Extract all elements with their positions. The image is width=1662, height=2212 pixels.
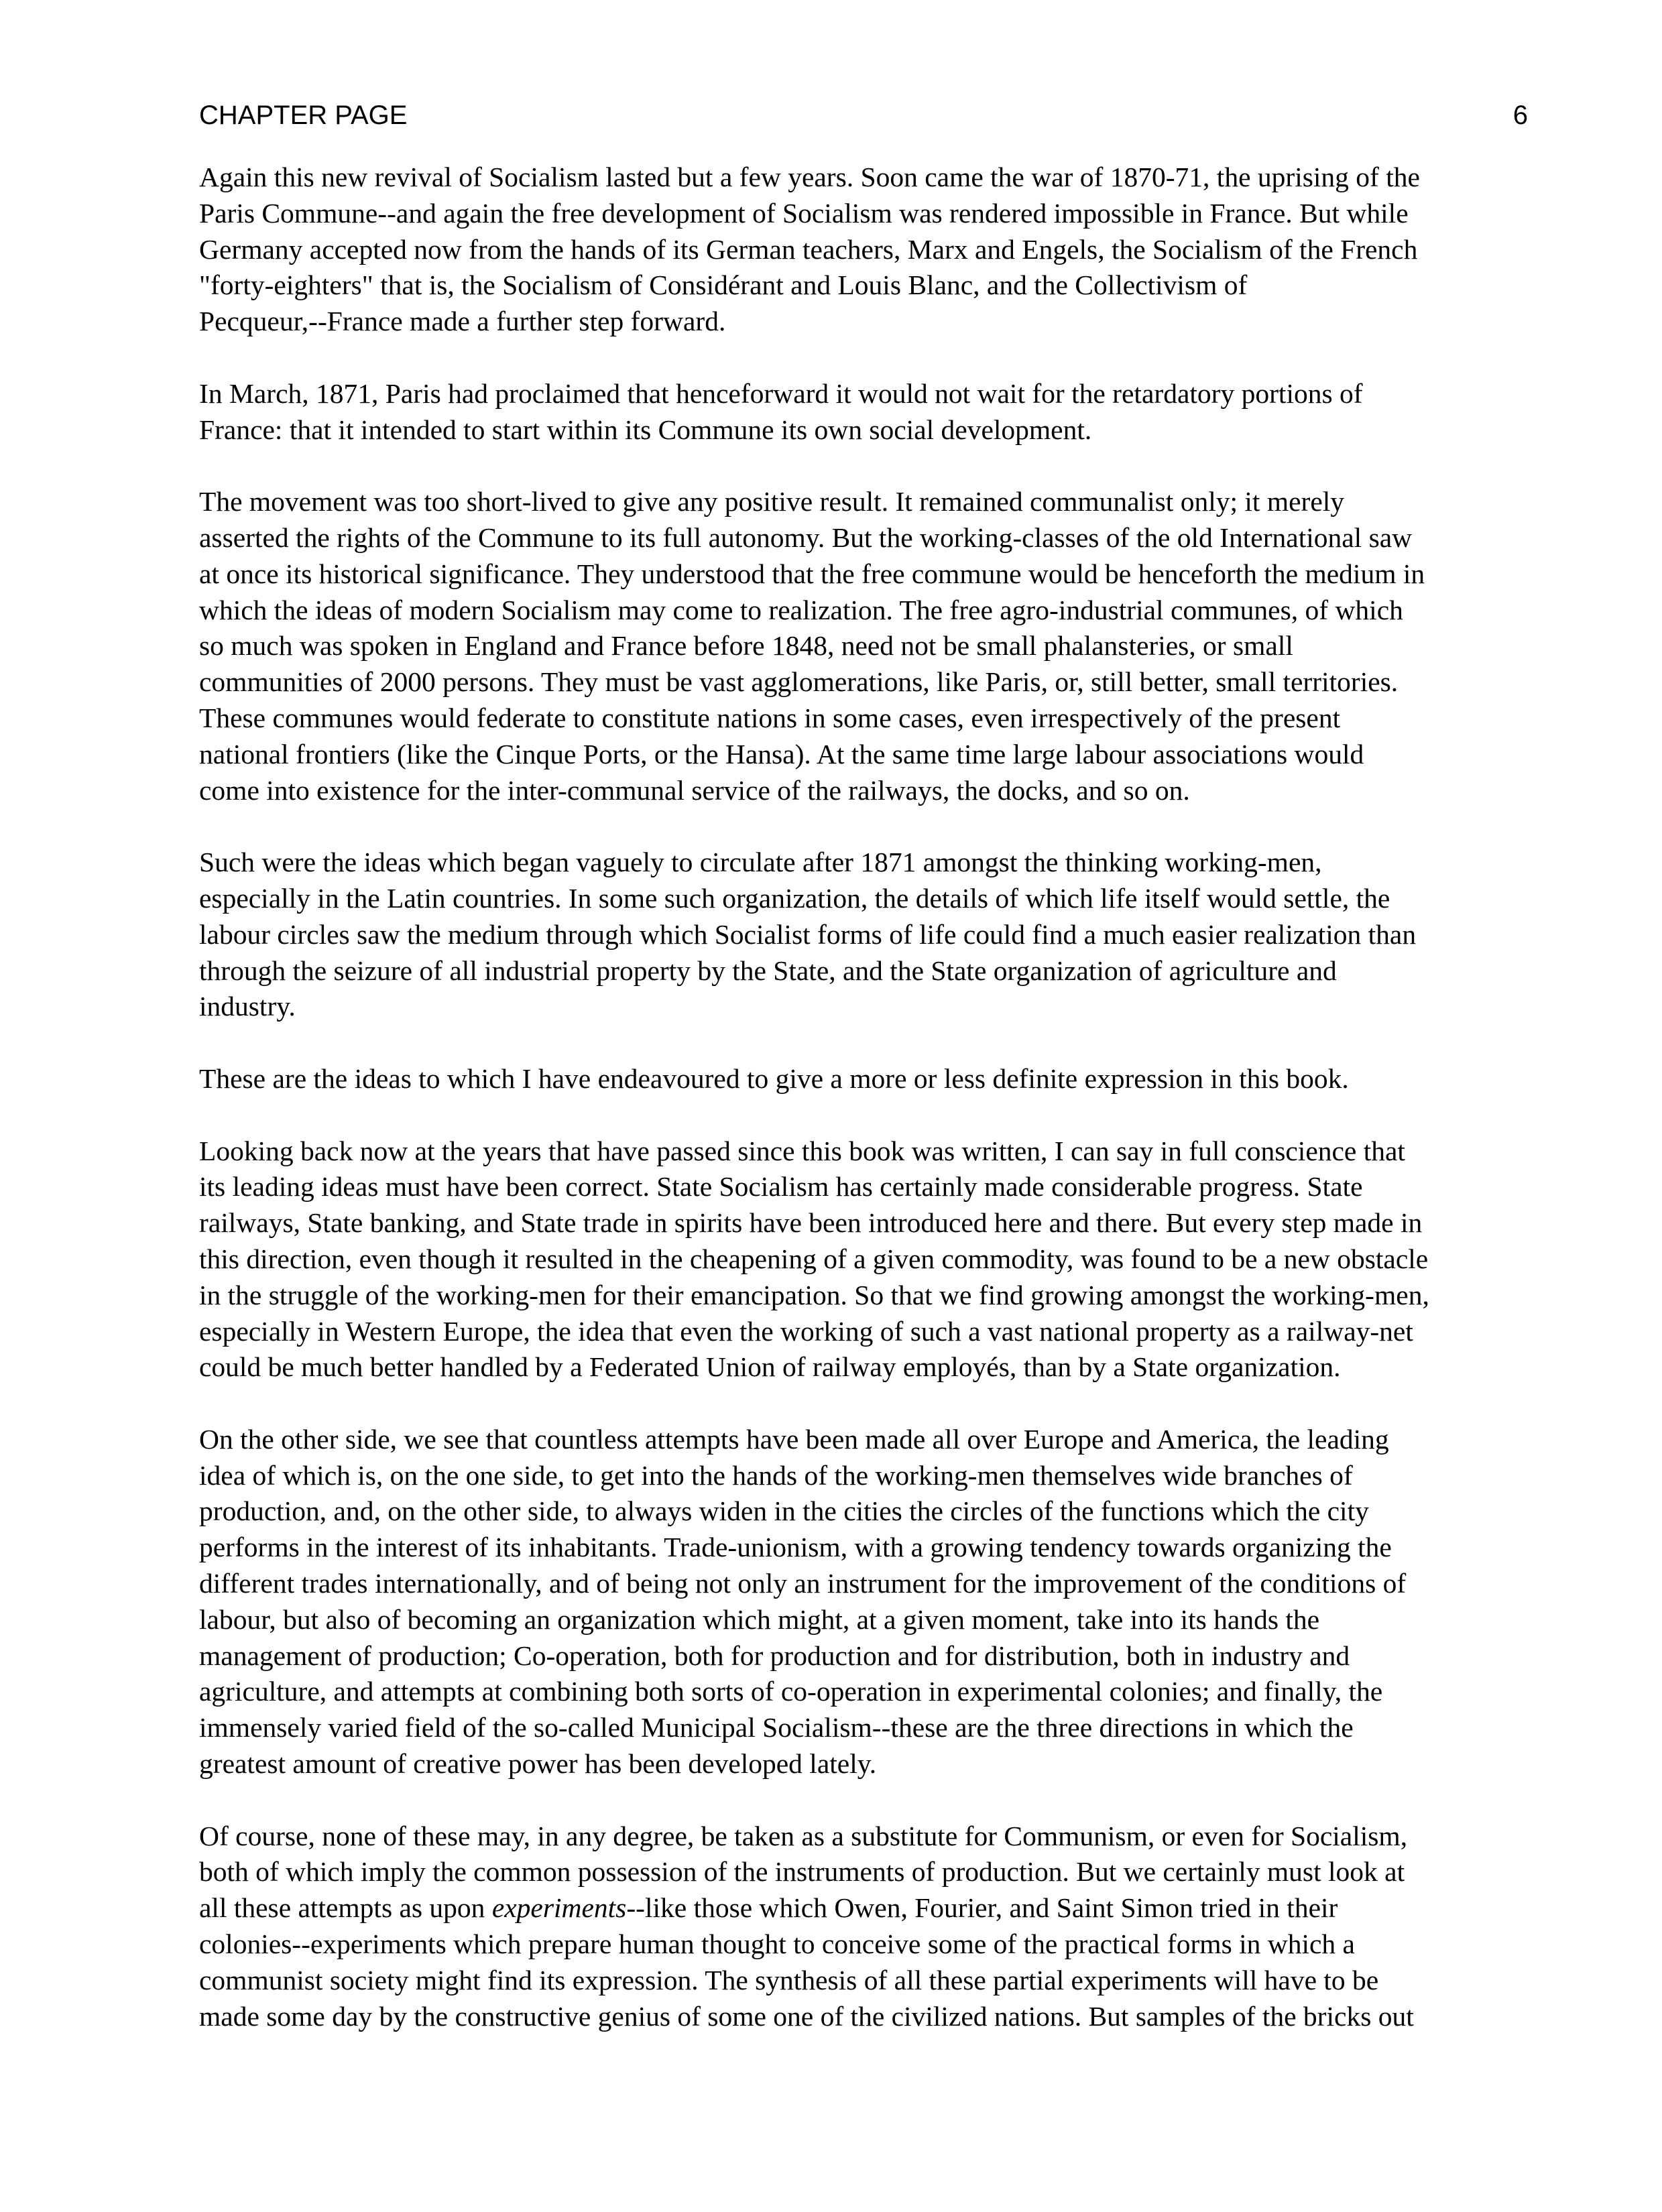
italic-term: experiments [491, 1892, 627, 1924]
text-line: national frontiers (like the Cinque Ports, or the Hansa). At the same time large labour associations would [199, 738, 1364, 770]
text-line [199, 1890, 1533, 1926]
text-line: come into existence for the inter-communal service of the railways, the docks, and so on. [199, 774, 1190, 806]
text-line: On the other side, we see that countless attempts have been made all over Europe and America, the leading [199, 1423, 1389, 1455]
text-line: agriculture, and attempts at combining both sorts of co-operation in experimental colonies; and finally, the [199, 1676, 1383, 1707]
text-line: "forty-eighters" that is, the Socialism of Considérant and Louis Blanc, and the Collectivism of [199, 269, 1248, 301]
text-line: industry. [199, 991, 296, 1022]
text-line: Looking back now at the years that have passed since this book was written, I can say in full conscience that [199, 1135, 1405, 1166]
text-line: this direction, even though it resulted in the cheapening of a given commodity, was found to be a new obstacle [199, 1243, 1429, 1274]
text-line: In March, 1871, Paris had proclaimed that henceforward it would not wait for the retardatory portions of [199, 377, 1363, 409]
text-line: production, and, on the other side, to always widen in the cities the circles of the functions which the city [199, 1495, 1369, 1527]
paragraph [199, 1133, 1533, 1386]
text-line: could be much better handled by a Federated Union of railway employés, than by a State organization. [199, 1351, 1341, 1383]
paragraph [199, 484, 1533, 808]
text-line: The movement was too short-lived to give any positive result. It remained communalist only; it merely [199, 486, 1345, 517]
paragraph [199, 1061, 1533, 1097]
text-line: labour circles saw the medium through which Socialist forms of life could find a much easier realization than [199, 918, 1417, 950]
text-line: made some day by the constructive genius of some one of the civilized nations. But samples of the bricks out [199, 2000, 1414, 2032]
text-line: at once its historical significance. They understood that the free commune would be henceforth the medium in [199, 558, 1425, 589]
text-line: management of production; Co-operation, both for production and for distribution, both in industry and [199, 1640, 1350, 1671]
paragraph [199, 160, 1533, 340]
text-line: idea of which is, on the one side, to get into the hands of the working-men themselves wide branches of [199, 1459, 1353, 1491]
text-line: in the struggle of the working-men for their emancipation. So that we find growing amongst the working-men, [199, 1279, 1429, 1310]
text-line: Germany accepted now from the hands of its German teachers, Marx and Engels, the Socialism of the French [199, 233, 1418, 265]
text-line: colonies--experiments which prepare human thought to conceive some of the practical forms in which a [199, 1928, 1355, 1960]
text-line: performs in the interest of its inhabitants. Trade-unionism, with a growing tendency towards organizing the [199, 1532, 1392, 1563]
text-line: Paris Commune--and again the free development of Socialism was rendered impossible in France. But while [199, 197, 1409, 229]
body-text [199, 160, 1533, 2034]
text-line: Pecqueur,--France made a further step forward. [199, 306, 726, 337]
text-line: railways, State banking, and State trade in spirits have been introduced here and there. But every step made in [199, 1207, 1423, 1239]
text-line: France: that it intended to start within its Commune its own social development. [199, 414, 1092, 445]
text-line: asserted the rights of the Commune to its full autonomy. But the working-classes of the old International saw [199, 521, 1413, 553]
text-line: both of which imply the common possession of the instruments of production. But we certainly must look at [199, 1856, 1405, 1888]
paragraph [199, 845, 1533, 1025]
text-line: labour, but also of becoming an organization which might, at a given moment, take into its hands the [199, 1603, 1320, 1635]
chapter-title: CHAPTER PAGE [199, 101, 408, 130]
text-line: greatest amount of creative power has been developed lately. [199, 1748, 877, 1780]
text-line: immensely varied field of the so-called Municipal Socialism--these are the three directions in which the [199, 1712, 1354, 1743]
text-line: especially in the Latin countries. In some such organization, the details of which life itself would settle, the [199, 882, 1390, 914]
paragraph [199, 1819, 1533, 2035]
page-header [199, 101, 1528, 141]
text-line: Of course, none of these may, in any degree, be taken as a substitute for Communism, or even for Socialism, [199, 1820, 1408, 1851]
text-line: These are the ideas to which I have endeavoured to give a more or less definite expression in this book. [199, 1062, 1349, 1094]
text-line: its leading ideas must have been correct. State Socialism has certainly made considerable progress. State [199, 1171, 1363, 1203]
text-line: which the ideas of modern Socialism may come to realization. The free agro-industrial communes, of which [199, 594, 1403, 625]
text-line: These communes would federate to constitute nations in some cases, even irrespectively of the present [199, 702, 1341, 733]
text-line: through the seizure of all industrial property by the State, and the State organization of agriculture and [199, 955, 1337, 986]
text-line: Such were the ideas which began vaguely to circulate after 1871 amongst the thinking working-men, [199, 847, 1322, 878]
paragraph [199, 1422, 1533, 1782]
text-run: --like those which Owen, Fourier, and Saint Simon tried in their [626, 1892, 1338, 1924]
page-number: 6 [1512, 101, 1528, 130]
text-line: especially in Western Europe, the idea that even the working of such a vast national property as a railway-net [199, 1315, 1413, 1347]
text-line: Again this new revival of Socialism lasted but a few years. Soon came the war of 1870-71, the uprising of the [199, 162, 1420, 192]
text-line: communities of 2000 persons. They must be vast agglomerations, like Paris, or, still better, small territories. [199, 666, 1399, 698]
text-line: communist society might find its expression. The synthesis of all these partial experiments will have to be [199, 1964, 1379, 1995]
paragraph [199, 376, 1533, 448]
text-line: so much was spoken in England and France before 1848, need not be small phalansteries, or small [199, 630, 1293, 662]
text-line: different trades internationally, and of being not only an instrument for the improvement of the conditions of [199, 1568, 1407, 1599]
text-run: all these attempts as upon [199, 1892, 492, 1924]
